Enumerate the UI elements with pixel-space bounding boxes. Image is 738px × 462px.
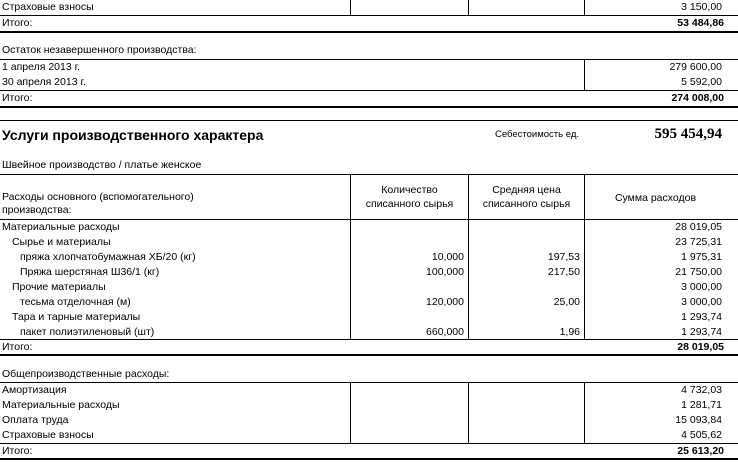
row-sum: 1 293,74: [681, 326, 722, 338]
row-sum: 1 293,74: [681, 311, 722, 323]
row-price: 197,53: [547, 251, 580, 263]
row-label: Страховые взносы: [2, 429, 94, 441]
total-row: [0, 16, 738, 31]
row-label: 1 апреля 2013 г.: [2, 61, 81, 73]
row-label: Прочие материалы: [12, 281, 106, 293]
header-avg-price: Средняя цена списанного сырья: [482, 184, 571, 210]
row-quantity: 10,000: [431, 251, 464, 263]
materials-total-label: Итого:: [2, 341, 33, 353]
row-label: Страховые взносы: [2, 1, 94, 13]
row-label: Оплата труда: [2, 414, 69, 426]
row-value: 4 732,03: [681, 384, 722, 396]
row-quantity: 120,000: [426, 296, 464, 308]
insurance-row: [0, 0, 738, 15]
row-quantity: 660,000: [426, 326, 464, 338]
table-row: [0, 428, 738, 443]
row-value: 3 150,00: [681, 1, 722, 13]
table-header: [0, 175, 738, 219]
row-label: Материальные расходы: [2, 221, 120, 233]
row-sum: 3 000,00: [681, 296, 722, 308]
header-quantity: Количество списанного сырья: [365, 184, 454, 210]
table-row: [0, 220, 738, 235]
table-row: [0, 383, 738, 398]
row-label: Амортизация: [2, 384, 67, 396]
row-label: Сырье и материалы: [12, 236, 111, 248]
row-label: 30 апреля 2013 г.: [2, 76, 86, 88]
row-label: Тара и тарные материалы: [12, 311, 141, 323]
row-price: 25,00: [553, 296, 580, 308]
table-row: [0, 265, 738, 280]
row-value: 4 505,62: [681, 429, 722, 441]
row-sum: 3 000,00: [681, 281, 722, 293]
row-value: 279 600,00: [669, 61, 722, 73]
table-row: [0, 398, 738, 413]
wip-total-value: 274 008,00: [671, 92, 724, 104]
table-row: [0, 325, 738, 340]
row-sum: 21 750,00: [675, 266, 722, 278]
overhead-total-label: Итого:: [2, 445, 33, 457]
row-sum: 1 975,31: [681, 251, 722, 263]
table-row: [0, 60, 738, 75]
unit-cost-label: Себестоимость ед.: [495, 129, 580, 140]
table-row: [0, 295, 738, 310]
row-value: 5 592,00: [681, 76, 722, 88]
unit-cost-value: 595 454,94: [654, 126, 722, 142]
wip-total-row: [0, 91, 738, 106]
table-row: [0, 413, 738, 428]
service-title: Услуги производственного характера: [2, 127, 264, 143]
materials-total-value: 28 019,05: [677, 341, 724, 353]
total-value: 53 484,86: [677, 17, 724, 29]
row-value: 1 281,71: [681, 399, 722, 411]
row-value: 15 093,84: [675, 414, 722, 426]
table-row: [0, 235, 738, 250]
table-row: [0, 75, 738, 90]
row-label: пряжа хлопчатобумажная ХБ/20 (кг): [20, 251, 196, 263]
service-subtitle: Швейное производство / платье женское: [2, 159, 202, 171]
row-price: 217,50: [547, 266, 580, 278]
row-sum: 28 019,05: [675, 221, 722, 233]
overhead-total-value: 25 613,20: [677, 445, 724, 457]
wip-total-label: Итого:: [2, 92, 33, 104]
total-label: Итого:: [2, 17, 33, 29]
materials-total-row: [0, 340, 738, 354]
header-sum: Сумма расходов: [614, 192, 697, 204]
row-quantity: 100,000: [426, 266, 464, 278]
overhead-title: Общепроизводственные расходы:: [2, 368, 170, 380]
row-label: тесьма отделочная (м): [20, 296, 131, 308]
table-row: [0, 250, 738, 265]
table-row: [0, 280, 738, 295]
row-label: пакет полиэтиленовый (шт): [20, 326, 155, 338]
header-expenses: Расходы основного (вспомогательного) производства:: [2, 191, 194, 216]
row-sum: 23 725,31: [675, 236, 722, 248]
table-row: [0, 310, 738, 325]
row-price: 1,96: [559, 326, 580, 338]
row-label: Материальные расходы: [2, 399, 120, 411]
row-label: Пряжа шерстяная Ш36/1 (кг): [20, 266, 160, 278]
wip-title: Остаток незавершенного производства:: [2, 44, 197, 56]
overhead-total-row: [0, 444, 738, 458]
